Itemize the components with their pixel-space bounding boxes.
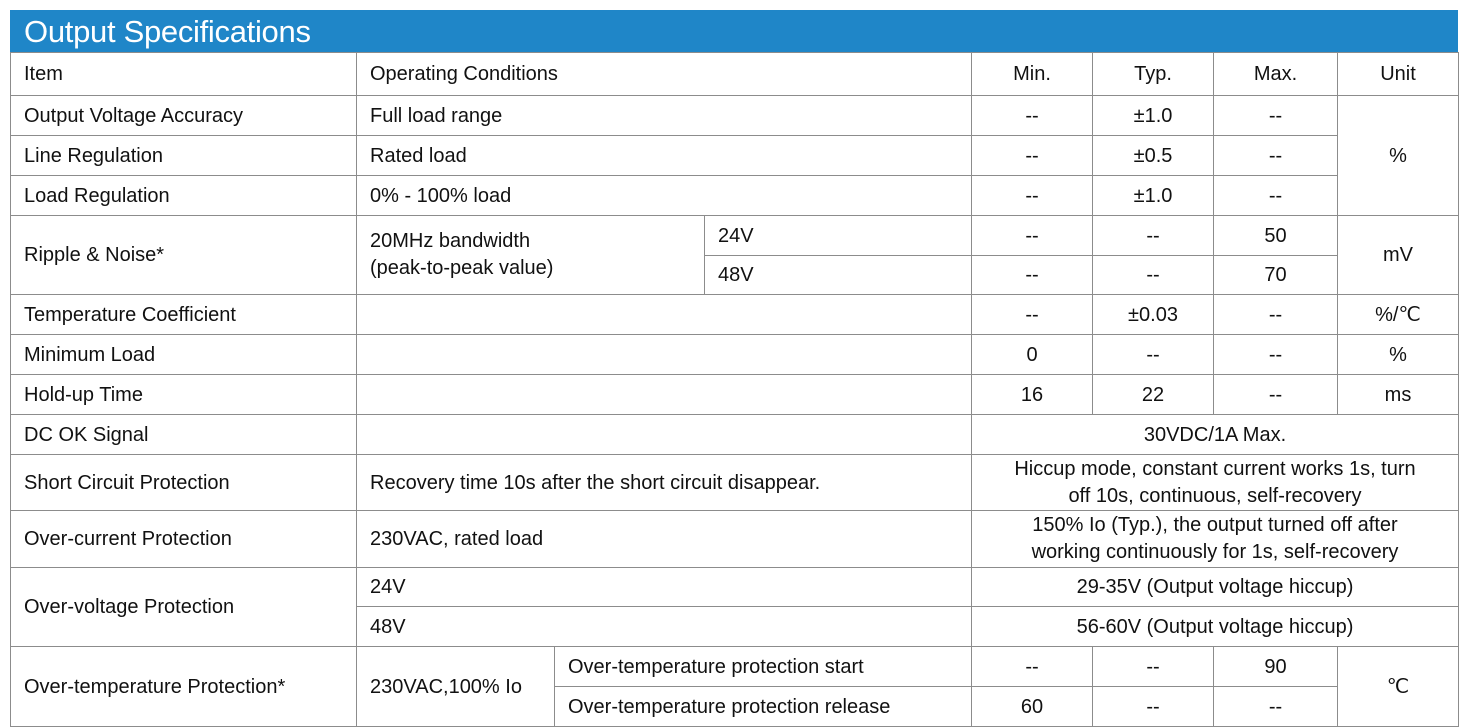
condition-line: 20MHz bandwidth — [370, 230, 531, 252]
unit-cell: ms — [1338, 375, 1459, 415]
table-row — [11, 511, 1459, 568]
item-cell: Hold-up Time — [11, 375, 357, 415]
typ-cell: -- — [1093, 647, 1214, 687]
min-cell: 60 — [972, 687, 1093, 727]
header-row — [11, 53, 1459, 96]
min-cell: -- — [972, 647, 1093, 687]
max-cell: -- — [1214, 295, 1338, 335]
condition-cell: 230VAC,100% Io — [357, 647, 555, 727]
condition-cell: 0% - 100% load — [357, 176, 972, 216]
item-cell: Over-current Protection — [11, 511, 357, 568]
condition-cell: Full load range — [357, 96, 972, 136]
unit-cell: %/℃ — [1338, 295, 1459, 335]
typ-cell: ±0.5 — [1093, 136, 1214, 176]
header-max: Max. — [1214, 53, 1338, 96]
value-cell — [972, 455, 1459, 511]
value-cell — [972, 511, 1459, 568]
table-row — [11, 647, 1459, 687]
condition-cell — [357, 216, 705, 295]
max-cell: -- — [1214, 136, 1338, 176]
min-cell: -- — [972, 256, 1093, 295]
voltage-cell: 24V — [705, 216, 972, 256]
item-cell: Load Regulation — [11, 176, 357, 216]
value-line: working continuously for 1s, self-recovery — [1031, 541, 1399, 563]
condition-cell: 48V — [357, 607, 972, 647]
typ-cell: -- — [1093, 256, 1214, 295]
item-cell: Ripple & Noise* — [11, 216, 357, 295]
unit-cell: % — [1338, 335, 1459, 375]
condition-cell: Recovery time 10s after the short circuit disappear. — [357, 455, 972, 511]
table-row — [11, 455, 1459, 511]
condition-cell — [357, 415, 972, 455]
min-cell: -- — [972, 216, 1093, 256]
value-line: 150% Io (Typ.), the output turned off after — [1032, 514, 1398, 536]
section-header — [10, 10, 1458, 52]
header-item: Item — [11, 53, 357, 96]
max-cell: 90 — [1214, 647, 1338, 687]
item-cell: Line Regulation — [11, 136, 357, 176]
typ-cell: -- — [1093, 216, 1214, 256]
condition-cell — [357, 335, 972, 375]
unit-cell: ℃ — [1338, 647, 1459, 727]
item-cell: DC OK Signal — [11, 415, 357, 455]
item-cell: Temperature Coefficient — [11, 295, 357, 335]
header-unit: Unit — [1338, 53, 1459, 96]
sub-condition-cell: Over-temperature protection release — [555, 687, 972, 727]
min-cell: 0 — [972, 335, 1093, 375]
condition-cell: Rated load — [357, 136, 972, 176]
table-row — [11, 415, 1459, 455]
sub-condition-cell: Over-temperature protection start — [555, 647, 972, 687]
voltage-cell: 48V — [705, 256, 972, 295]
min-cell: -- — [972, 136, 1093, 176]
max-cell: 70 — [1214, 256, 1338, 295]
typ-cell: -- — [1093, 335, 1214, 375]
condition-cell — [357, 375, 972, 415]
min-cell: -- — [972, 295, 1093, 335]
value-cell: 56-60V (Output voltage hiccup) — [972, 607, 1459, 647]
value-cell: 29-35V (Output voltage hiccup) — [972, 568, 1459, 607]
item-cell: Over-voltage Protection — [11, 568, 357, 647]
typ-cell: ±0.03 — [1093, 295, 1214, 335]
min-cell: -- — [972, 96, 1093, 136]
header-conditions: Operating Conditions — [357, 53, 972, 96]
table-row — [11, 96, 1459, 136]
table-row — [11, 216, 1459, 256]
max-cell: -- — [1214, 176, 1338, 216]
header-typ: Typ. — [1093, 53, 1214, 96]
condition-cell: 230VAC, rated load — [357, 511, 972, 568]
typ-cell: ±1.0 — [1093, 176, 1214, 216]
max-cell: -- — [1214, 96, 1338, 136]
max-cell: -- — [1214, 335, 1338, 375]
value-line: Hiccup mode, constant current works 1s, turn — [1014, 457, 1416, 480]
value-cell: 30VDC/1A Max. — [972, 415, 1459, 455]
condition-line: (peak-to-peak value) — [370, 257, 554, 279]
table-row — [11, 335, 1459, 375]
unit-cell: mV — [1338, 216, 1459, 295]
table-row — [11, 176, 1459, 216]
typ-cell: -- — [1093, 687, 1214, 727]
output-spec-table — [10, 52, 1459, 727]
max-cell: -- — [1214, 687, 1338, 727]
table-row — [11, 136, 1459, 176]
item-cell: Over-temperature Protection* — [11, 647, 357, 727]
condition-cell — [357, 295, 972, 335]
item-cell: Minimum Load — [11, 335, 357, 375]
item-cell: Output Voltage Accuracy — [11, 96, 357, 136]
condition-cell: 24V — [357, 568, 972, 607]
header-min: Min. — [972, 53, 1093, 96]
section-title: Output Specifications — [24, 14, 311, 49]
table-row — [11, 568, 1459, 607]
value-line: off 10s, continuous, self-recovery — [1068, 484, 1362, 507]
max-cell: -- — [1214, 375, 1338, 415]
max-cell: 50 — [1214, 216, 1338, 256]
item-cell: Short Circuit Protection — [11, 455, 357, 511]
min-cell: 16 — [972, 375, 1093, 415]
table-row — [11, 375, 1459, 415]
unit-cell: % — [1338, 96, 1459, 216]
table-row — [11, 295, 1459, 335]
typ-cell: 22 — [1093, 375, 1214, 415]
min-cell: -- — [972, 176, 1093, 216]
typ-cell: ±1.0 — [1093, 96, 1214, 136]
